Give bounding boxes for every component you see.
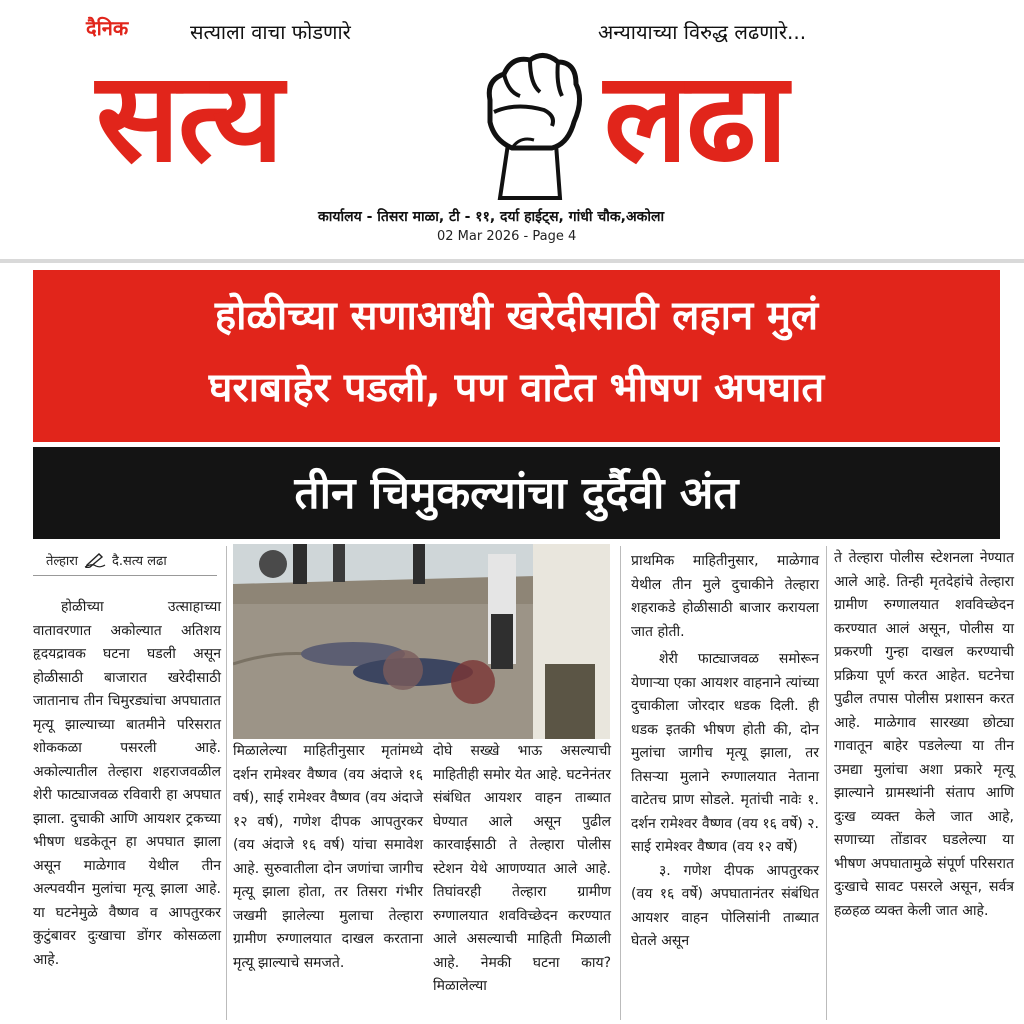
column-rule [620,546,621,1020]
masthead-divider [0,259,1024,263]
byline-place: तेल्हारा [46,554,78,569]
article-paragraph: शेरी फाट्याजवळ समोरून येणाऱ्या एका आयशर वाहनाने त्यांच्या दुचाकीला जोरदार धडक दिली. ही धडक इतकी भीषण होती की, दोन मुलांचा जागीच मृत्यू झाला, तर तिसऱ्या मुलाने रुग्णालयात नेताना वाटेतच प्राण सोडले. मृतांची नावेः १. दर्शन रामेश्वर वैष्णव (वय १६ वर्षे) २. साई रामेश्वर वैष्णव (वय १२ वर्षे) [631,651,819,855]
tagline-right: अन्यायाच्या विरुद्ध लढणारे... [598,20,807,44]
article-paragraph: मिळालेल्या माहितीनुसार मृतांमध्ये दर्शन रामेश्वर वैष्णव (वय अंदाजे १६ वर्ष), साई रामेश्वर वैष्णव (वय अंदाजे १२ वर्ष), गणेश दीपक आपतुरकर (वय अंदाजे १६ वर्ष) यांचा समावेश आहे. सुरुवातीला दोन जणांचा जागीच मृत्यू झाला होता, तर तिसरा गंभीर जखमी झालेल्या मुलाचा तेल्हारा ग्रामीण रुग्णालयात दाखल करताना मृत्यू झाल्याचे समजते. [233,743,423,971]
accident-scene-photo [233,544,610,739]
newspaper-name-left: सत्य [96,46,282,190]
subheadline-banner [33,447,1000,539]
article-column-4 [631,550,819,954]
photo-illustration [233,544,610,739]
article-column-2 [233,740,423,975]
edition-dateline: 02 Mar 2026 - Page 4 [437,229,577,244]
pen-writing-icon [84,552,106,568]
article-paragraph: होळीच्या उत्साहाच्या वातावरणात अकोल्यात अतिशय हृदयद्रावक घटना घडली असून होळीसाठी बाजारात खरेदीसाठी जातानाच तीन चिमुरड्यांचा अपघातात मृत्यू झाल्याच्या बातमीने परिसरात शोककळा पसरली आहे. अकोल्यातील तेल्हारा शहराजवळील शेरी फाट्याजवळ रविवारी हा अपघात झाला. दुचाकी आणि आयशर ट्रकच्या भीषण धडकेतून हा अपघात झाला असून माळेगाव येथील तीन अल्पवयीन मुलांचा मृत्यू झाला आहे. या घटनेमुळे वैष्णव व आपतुरकर कुटुंबावर दुःखाचा डोंगर कोसळला आहे. [33,599,221,968]
article-column-3 [433,740,611,999]
office-address: कार्यालय - तिसरा माळा, टी - ११, दर्या हाईट्स, गांधी चौक,अकोला [318,209,665,225]
column-rule [226,546,227,1020]
headline-line-1: होळीच्या सणाआधी खरेदीसाठी लहान मुलं [214,293,819,339]
byline-reporter: दै.सत्य लढा [111,554,167,569]
column-rule [826,546,827,1020]
masthead-dainik: दैनिक [86,16,129,40]
newspaper-name-right: लढा [604,46,787,190]
article-paragraph: ते तेल्हारा पोलीस स्टेशनला नेण्यात आले आहे. तिन्ही मृतदेहांचे तेल्हारा ग्रामीण रुग्णालयात शवविच्छेदन करण्यात आलं असून, पोलीस या प्रकरणी गुन्हा दाखल करण्याची प्रक्रिया पूर्ण करत आहेत. घटनेचा पुढील तपास पोलीस प्रशासन करत आहे. माळेगाव सारख्या छोट्या गावातून बाहेर पडलेल्या या तीन उमद्या मुलांचा अशा प्रकारे मृत्यू झाल्याने ग्रामस्थांनी संताप आणि दुःख व्यक्त केले जात आहे, सणाच्या तोंडावर घडलेल्या या भीषण अपघातामुळे संपूर्ण परिसरात दुःखाचे सावट पसरले असून, सर्वत्र हळहळ व्यक्त केली जात आहे. [834,550,1014,919]
article-paragraph: ३. गणेश दीपक आपतुरकर (वय १६ वर्षे) अपघातानंतर संबंधित आयशर वाहन पोलिसांनी ताब्यात घेतले असून [631,862,819,949]
article-column-5 [834,547,1014,923]
byline [46,551,167,569]
tagline-left: सत्याला वाचा फोडणारे [190,20,351,44]
article-paragraph: दोघे सख्खे भाऊ असल्याची माहितीही समोर येत आहे. घटनेनंतर संबंधित आयशर वाहन ताब्यात घेण्यात आले असून पुढील कारवाईसाठी ते तेल्हारा पोलीस स्टेशन येथे आणण्यात आले आहे. तिघांवरही तेल्हारा ग्रामीण रुग्णालयात शवविच्छेदन करण्यात आले असल्याची माहिती मिळाली आहे. नेमकी घटना काय? मिळालेल्या [433,743,611,994]
raised-fist-icon [460,40,600,200]
headline-line-2: घराबाहेर पडली, पण वाटेत भीषण अपघात [208,365,825,411]
article-paragraph: प्राथमिक माहितीनुसार, माळेगाव येथील तीन मुले दुचाकीने तेल्हारा शहराकडे होळीसाठी बाजार करायला जात होती. [631,553,819,640]
subheadline: तीन चिमुकल्यांचा दुर्दैवी अंत [294,468,739,519]
headline-banner [33,270,1000,442]
article-column-1 [33,596,221,972]
byline-rule [33,575,217,576]
